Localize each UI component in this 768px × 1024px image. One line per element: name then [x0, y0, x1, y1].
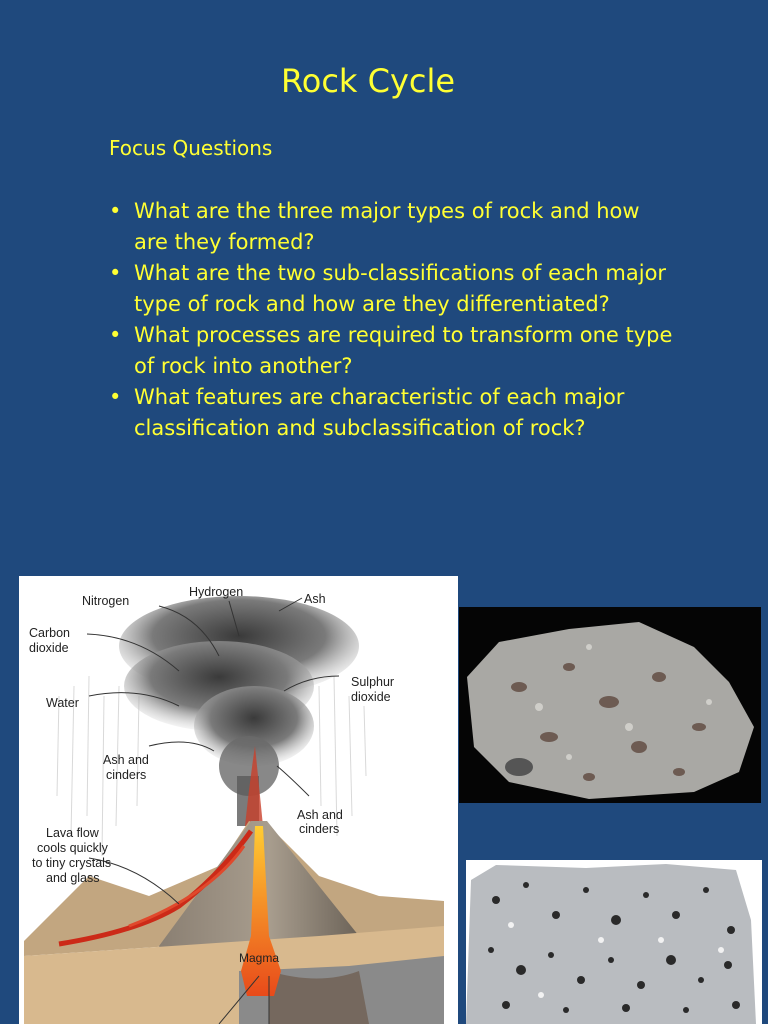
label-sulphur-dioxide-2: dioxide: [351, 690, 391, 704]
label-water: Water: [46, 696, 79, 710]
focus-questions-list: [109, 196, 679, 444]
label-sulphur-dioxide: Sulphur: [351, 675, 395, 689]
label-ash-cinders-right-2: cinders: [299, 822, 340, 836]
label-ash-cinders-left-2: cinders: [106, 768, 147, 782]
label-ash-cinders-left: Ash and: [103, 753, 149, 767]
volcano-diagram-svg: [19, 576, 458, 1024]
label-ash-cinders-right: Ash and: [297, 808, 343, 822]
smoke-plume: [119, 596, 359, 826]
label-magma: Magma: [239, 951, 280, 965]
slide-title: Rock Cycle: [280, 62, 456, 100]
question-item: • What features are characteristic of each major classification and subclassification of rock?: [109, 382, 679, 444]
label-ash: Ash: [304, 592, 326, 606]
rock-photo-porphyry: [459, 607, 761, 803]
label-lava-flow-2: cools quickly: [37, 841, 108, 855]
label-hydrogen: Hydrogen: [189, 585, 244, 599]
rock-photo-granite: [466, 860, 762, 1024]
question-item: • What processes are required to transform one type of rock into another?: [109, 320, 679, 382]
label-nitrogen: Nitrogen: [82, 594, 130, 608]
label-lava-flow-3: to tiny crystals: [32, 856, 112, 870]
question-item: • What are the two sub-classifications of each major type of rock and how are they differentiated?: [109, 258, 679, 320]
label-carbon-dioxide-2: dioxide: [29, 641, 69, 655]
focus-questions-heading: Focus Questions: [109, 136, 273, 160]
volcano-diagram: [19, 576, 458, 1024]
question-item: • What are the three major types of rock and how are they formed?: [109, 196, 679, 258]
label-carbon-dioxide: Carbon: [29, 626, 70, 640]
label-lava-flow-4: and glass: [46, 871, 100, 885]
label-lava-flow: Lava flow: [46, 826, 99, 840]
